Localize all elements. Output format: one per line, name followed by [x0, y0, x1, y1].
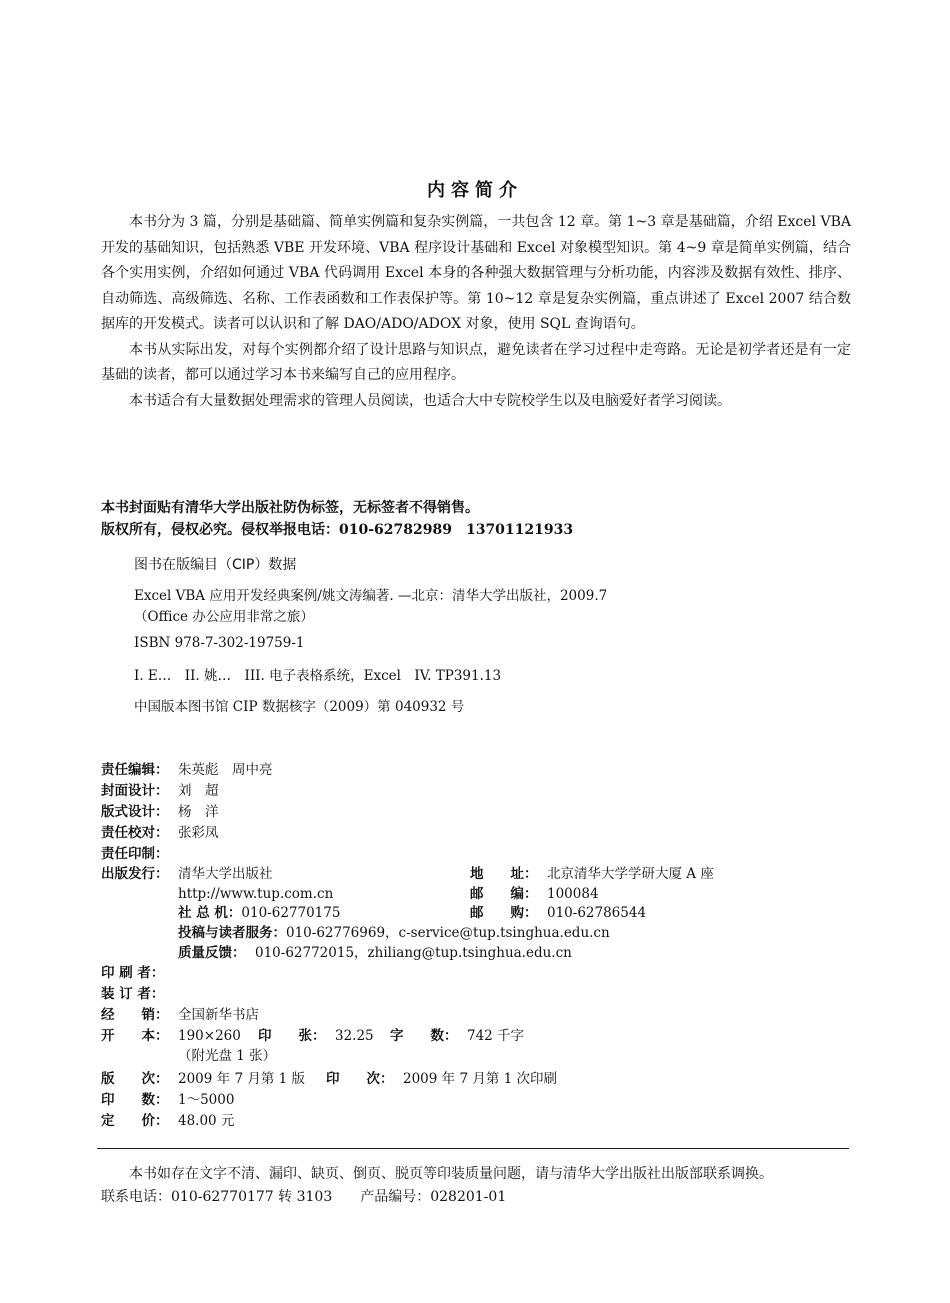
- credit-label: 责任编辑：: [101, 762, 169, 778]
- credit-cover-design: [101, 781, 219, 801]
- credit-label: 开 本：: [101, 1028, 169, 1044]
- credit-value: 100084: [547, 886, 599, 902]
- credit-value: 010-62776969，c-service@tup.tsinghua.edu.cn: [286, 925, 610, 941]
- credit-label: 经 销：: [101, 1007, 169, 1023]
- credit-value: 742 千字: [467, 1028, 525, 1044]
- credit-value: 清华大学出版社: [178, 866, 273, 882]
- credit-label: 出版发行：: [101, 866, 169, 882]
- credit-postcode: [470, 884, 599, 904]
- summary-paragraph: 本书分为 3 篇，分别是基础篇、简单实例篇和复杂实例篇，一共包含 12 章。第 1~3 章是基础篇，介绍 Excel VBA 开发的基础知识，包括熟悉 VBE 开发环境、VBA 程序设计基础和 Excel 对象模型知识。第 4~9 章是简单实例篇，结合各个实用实例，介绍如何通过 VBA 代码调用 Excel 本身的各种强大数据管理与分析功能，内容涉及数据有效性、排序、自动筛选、高级筛选、名称、工作表函数和工作表保护等。第 10~12 章是复杂实例篇，重点讲述了 Excel 2007 结合数据库的开发模式。读者可以认识和了解 DAO/ADO/ADOX 对象，使用 SQL 查询语句。: [101, 214, 851, 332]
- credit-label: 版式设计：: [101, 804, 169, 820]
- cip-classification: I. E… II. 姚… III. 电子表格系统，Excel IV. TP391.13: [134, 668, 502, 684]
- credit-distributor: [101, 1005, 259, 1025]
- credit-label: 印 张：: [258, 1028, 326, 1044]
- cip-record-number: 中国版本图书馆 CIP 数据核字（2009）第 040932 号: [134, 699, 465, 715]
- credit-layout-design: [101, 802, 219, 822]
- piracy-report-notice: 版权所有，侵权必究。侵权举报电话：010-62782989 13701121933: [101, 522, 574, 538]
- summary-title: 内容简介: [427, 180, 523, 201]
- credit-label: 定 价：: [101, 1113, 169, 1129]
- credit-printer: [101, 963, 164, 983]
- credit-price: [101, 1111, 234, 1131]
- credit-label: 封面设计：: [101, 783, 169, 799]
- credit-value: 010-62786544: [547, 905, 647, 921]
- summary-text: [101, 210, 851, 414]
- credit-label: 责任校对：: [101, 825, 169, 841]
- credit-label: 装 订 者：: [101, 986, 165, 1002]
- cd-note: （附光盘 1 张）: [178, 1048, 277, 1064]
- credit-binder: [101, 984, 164, 1004]
- credit-label: 地 址：: [470, 866, 538, 882]
- credit-label: 投稿与读者服务：: [178, 925, 286, 941]
- credit-label: 邮 购：: [470, 905, 538, 921]
- credit-format: [101, 1026, 241, 1046]
- summary-paragraph: 本书从实际出发，对每个实例都介绍了设计思路与知识点，避免读者在学习过程中走弯路。无论是初学者还是有一定基础的读者，都可以通过学习本书来编写自己的应用程序。: [101, 341, 851, 383]
- credit-value: 朱英彪 周中亮: [178, 762, 273, 778]
- credit-print-run: [101, 1090, 234, 1110]
- credit-label: 字 数：: [390, 1028, 458, 1044]
- credit-quality-feedback: [178, 943, 572, 963]
- credit-mail-order: [470, 903, 646, 923]
- cip-series-line: （Office 办公应用非常之旅）: [134, 609, 314, 625]
- credit-value: 张彩凤: [178, 825, 219, 841]
- credit-print-supervisor: [101, 844, 178, 864]
- credit-switchboard: [178, 903, 340, 923]
- credit-print-sheets: [258, 1026, 374, 1046]
- credit-value: 190×260: [178, 1028, 241, 1044]
- credit-value: 杨 洋: [178, 804, 219, 820]
- credit-value: 1～5000: [178, 1092, 235, 1108]
- credit-value: 2009 年 7 月第 1 版: [178, 1071, 305, 1087]
- credit-reader-service: [178, 923, 610, 943]
- credit-label: 邮 编：: [470, 886, 538, 902]
- credit-publisher: [101, 864, 273, 884]
- credit-label: 印 刷 者：: [101, 965, 165, 981]
- credit-value: 32.25: [335, 1028, 374, 1044]
- credit-value: 刘 超: [178, 783, 219, 799]
- credit-label: 版 次：: [101, 1071, 169, 1087]
- credit-label: 质量反馈：: [178, 945, 246, 961]
- footer-divider: [97, 1148, 849, 1149]
- credit-word-count: [390, 1026, 524, 1046]
- credit-proofreader: [101, 823, 219, 843]
- cip-isbn: ISBN 978-7-302-19759-1: [134, 635, 305, 651]
- anti-counterfeit-notice: 本书封面贴有清华大学出版社防伪标签，无标签者不得销售。: [101, 500, 479, 516]
- copyright-notice: [101, 497, 573, 541]
- cip-title-line: Excel VBA 应用开发经典案例/姚文涛编著. —北京：清华大学出版社，2009.7: [134, 588, 608, 604]
- credit-value: 010-62770175: [241, 905, 341, 921]
- credit-label: 印 次：: [326, 1071, 394, 1087]
- credit-address: [470, 864, 714, 884]
- credit-label: 责任印制：: [101, 846, 169, 862]
- credit-value: 全国新华书店: [178, 1007, 259, 1023]
- publisher-website: http://www.tup.com.cn: [178, 886, 334, 902]
- credit-value: 48.00 元: [178, 1113, 235, 1129]
- credit-value: 010-62772015，zhiliang@tup.tsinghua.edu.cn: [255, 945, 572, 961]
- credit-value: 北京清华大学学研大厦 A 座: [547, 866, 714, 882]
- credit-edition: [101, 1069, 305, 1089]
- credit-label: 社 总 机：: [178, 905, 242, 921]
- credit-impression: [326, 1069, 557, 1089]
- cip-heading: 图书在版编目（CIP）数据: [134, 557, 297, 573]
- credit-label: 印 数：: [101, 1092, 169, 1108]
- contact-info: 联系电话：010-62770177 转 3103 产品编号：028201-01: [101, 1189, 507, 1205]
- credit-value: 2009 年 7 月第 1 次印刷: [403, 1071, 557, 1087]
- summary-paragraph: 本书适合有大量数据处理需求的管理人员阅读，也适合大中专院校学生以及电脑爱好者学习阅读。: [129, 392, 731, 409]
- credit-editor: [101, 760, 273, 780]
- quality-notice: 本书如存在文字不清、漏印、缺页、倒页、脱页等印装质量问题，请与清华大学出版社出版部联系调换。: [129, 1166, 773, 1182]
